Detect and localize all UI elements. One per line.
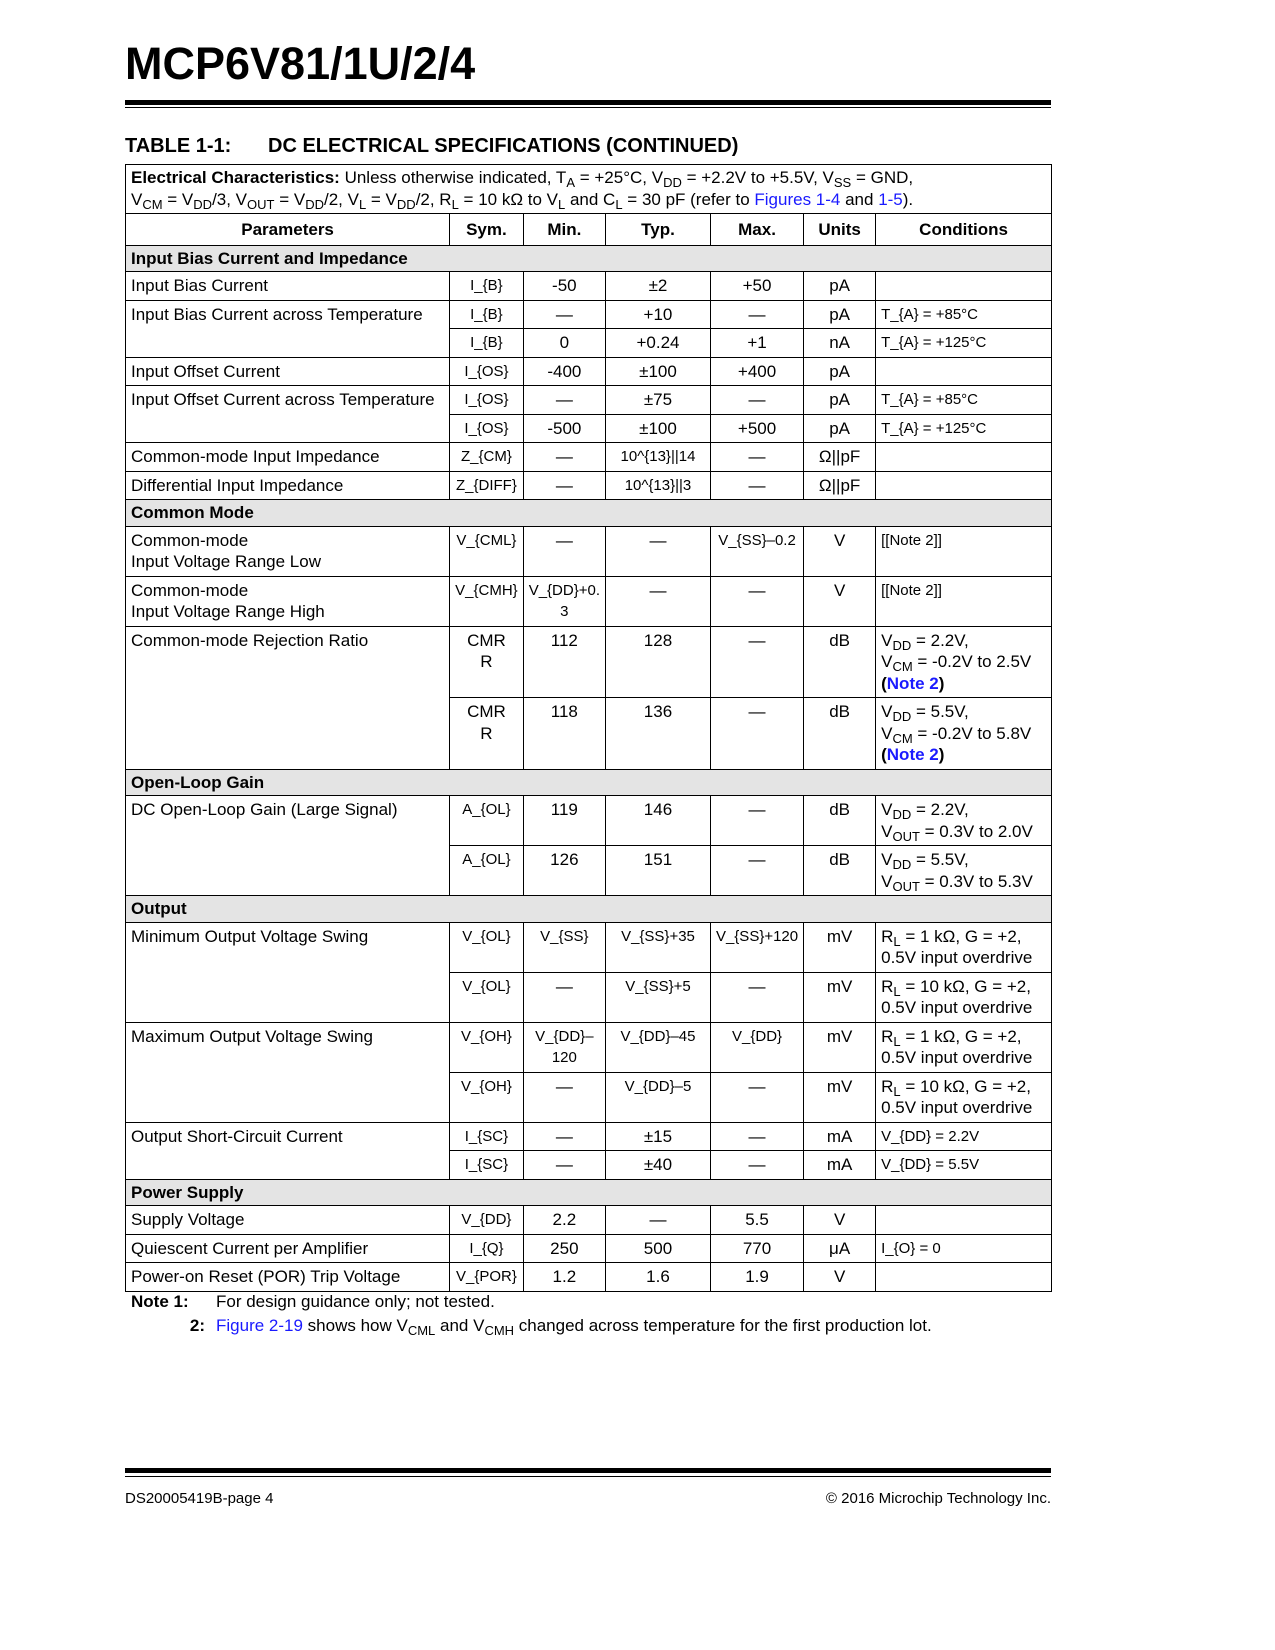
conditions-cell xyxy=(876,443,1052,472)
typ-cell: 136 xyxy=(606,698,711,770)
conditions-cell: T_{A} = +125°C xyxy=(876,414,1052,443)
typ-cell: ±75 xyxy=(606,386,711,415)
table-row xyxy=(126,1206,1052,1235)
typ-cell: ±15 xyxy=(606,1122,711,1151)
units-cell: pA xyxy=(804,386,876,415)
symbol-cell: I_{B} xyxy=(450,329,524,358)
conditions-cell: T_{A} = +85°C xyxy=(876,300,1052,329)
max-cell: +1 xyxy=(710,329,803,358)
table-row xyxy=(126,1234,1052,1263)
conditions-cell: I_{O} = 0 xyxy=(876,1234,1052,1263)
min-cell: -500 xyxy=(523,414,605,443)
min-cell: — xyxy=(523,1122,605,1151)
units-cell: mV xyxy=(804,1022,876,1072)
spec-table xyxy=(125,164,1052,1292)
column-header-max: Max. xyxy=(710,214,803,246)
section-title: Common Mode xyxy=(126,500,1052,527)
symbol-cell: A_{OL} xyxy=(450,796,524,846)
column-header-typ: Typ. xyxy=(606,214,711,246)
max-cell: V_{SS}–0.2 xyxy=(710,526,803,576)
typ-cell: ±2 xyxy=(606,272,711,301)
conditions-cell: $R_L = 10$ kΩ, G = +2, 0.5V input overdrive xyxy=(876,1072,1052,1122)
conditions-cell: $V_{DD} = 2.2V$, $V_{CM} = -0.2V$ to 2.5V (Note 2) xyxy=(876,626,1052,698)
typ-cell: 151 xyxy=(606,846,711,896)
symbol-cell: Z_{DIFF} xyxy=(450,471,524,500)
table-row xyxy=(126,796,1052,846)
conditions-cell: $R_L = 1$ kΩ, G = +2, 0.5V input overdrive xyxy=(876,922,1052,972)
typ-cell: ±100 xyxy=(606,357,711,386)
section-title: Output xyxy=(126,896,1052,923)
min-cell: V_{DD}– 120 xyxy=(523,1022,605,1072)
conditions-cell xyxy=(876,1206,1052,1235)
typ-cell: 500 xyxy=(606,1234,711,1263)
typ-cell: — xyxy=(606,1206,711,1235)
table-title: DC ELECTRICAL SPECIFICATIONS (CONTINUED) xyxy=(268,135,739,157)
conditions-cell: T_{A} = +85°C xyxy=(876,386,1052,415)
units-cell: nA xyxy=(804,329,876,358)
min-cell: -50 xyxy=(523,272,605,301)
min-cell: -400 xyxy=(523,357,605,386)
units-cell: mA xyxy=(804,1122,876,1151)
copyright: © 2016 Microchip Technology Inc. xyxy=(825,1490,1051,1507)
max-cell: 5.5 xyxy=(710,1206,803,1235)
max-cell: — xyxy=(710,443,803,472)
symbol-cell: I_{OS} xyxy=(450,414,524,443)
figure-link[interactable]: Figures 1-4 xyxy=(754,189,841,209)
table-row xyxy=(126,922,1052,972)
table-number: TABLE 1-1: xyxy=(125,135,232,157)
min-cell: — xyxy=(523,1072,605,1122)
symbol-cell: V_{OH} xyxy=(450,1072,524,1122)
units-cell: V xyxy=(804,1206,876,1235)
conditions-cell: $R_L = 10$ kΩ, G = +2, 0.5V input overdrive xyxy=(876,972,1052,1022)
units-cell: mA xyxy=(804,1151,876,1180)
units-cell: dB xyxy=(804,626,876,698)
units-cell: dB xyxy=(804,796,876,846)
conditions-cell: $V_{DD} = 2.2V$, $V_{OUT} = 0.3V$ to 2.0V xyxy=(876,796,1052,846)
symbol-cell: I_{B} xyxy=(450,272,524,301)
typ-cell: +0.24 xyxy=(606,329,711,358)
table-row xyxy=(126,526,1052,576)
min-cell: 0 xyxy=(523,329,605,358)
note-link[interactable]: Note 2 xyxy=(886,673,939,693)
symbol-cell: CMR R xyxy=(450,626,524,698)
footer-rule-thin xyxy=(125,1476,1051,1477)
symbol-cell: V_{OL} xyxy=(450,922,524,972)
parameter-cell: Quiescent Current per Amplifier xyxy=(126,1234,450,1263)
min-cell: — xyxy=(523,471,605,500)
typ-cell: — xyxy=(606,576,711,626)
parameter-cell: DC Open-Loop Gain (Large Signal) xyxy=(126,796,450,896)
symbol-cell: I_{OS} xyxy=(450,386,524,415)
parameter-cell: Common-mode Input Voltage Range Low xyxy=(126,526,450,576)
min-cell: — xyxy=(523,386,605,415)
units-cell: V xyxy=(804,1263,876,1292)
section-row xyxy=(126,245,1052,272)
parameter-cell: Common-mode Input Voltage Range High xyxy=(126,576,450,626)
min-cell: 118 xyxy=(523,698,605,770)
min-cell: — xyxy=(523,972,605,1022)
min-cell: — xyxy=(523,300,605,329)
table-row xyxy=(126,576,1052,626)
units-cell: mV xyxy=(804,1072,876,1122)
section-title: Power Supply xyxy=(126,1179,1052,1206)
section-row xyxy=(126,500,1052,527)
symbol-cell: V_{POR} xyxy=(450,1263,524,1292)
section-title: Input Bias Current and Impedance xyxy=(126,245,1052,272)
conditions-cell: V_{DD} = 5.5V xyxy=(876,1151,1052,1180)
header-rule xyxy=(125,100,1051,105)
footer-rule xyxy=(125,1468,1051,1473)
parameter-cell: Input Offset Current xyxy=(126,357,450,386)
min-cell: — xyxy=(523,1151,605,1180)
min-cell: 126 xyxy=(523,846,605,896)
max-cell: +50 xyxy=(710,272,803,301)
parameter-cell: Supply Voltage xyxy=(126,1206,450,1235)
max-cell: — xyxy=(710,1122,803,1151)
units-cell: pA xyxy=(804,272,876,301)
parameter-cell: Input Offset Current across Temperature xyxy=(126,386,450,443)
section-row xyxy=(126,1179,1052,1206)
symbol-cell: A_{OL} xyxy=(450,846,524,896)
typ-cell: 146 xyxy=(606,796,711,846)
max-cell: 770 xyxy=(710,1234,803,1263)
units-cell: V xyxy=(804,576,876,626)
min-cell: 2.2 xyxy=(523,1206,605,1235)
table-row xyxy=(126,626,1052,698)
notes xyxy=(131,1290,932,1338)
column-header-min: Min. xyxy=(523,214,605,246)
max-cell: +400 xyxy=(710,357,803,386)
max-cell: — xyxy=(710,698,803,770)
parameter-cell: Power-on Reset (POR) Trip Voltage xyxy=(126,1263,450,1292)
max-cell: +500 xyxy=(710,414,803,443)
header-rule-thin xyxy=(125,107,1051,108)
units-cell: pA xyxy=(804,414,876,443)
max-cell: — xyxy=(710,1151,803,1180)
table-row xyxy=(126,272,1052,301)
typ-cell: ±100 xyxy=(606,414,711,443)
max-cell: — xyxy=(710,846,803,896)
typ-cell: — xyxy=(606,526,711,576)
units-cell: pA xyxy=(804,300,876,329)
column-header-parameters: Parameters xyxy=(126,214,450,246)
symbol-cell: V_{OL} xyxy=(450,972,524,1022)
conditions-cell xyxy=(876,357,1052,386)
max-cell: — xyxy=(710,796,803,846)
page-title: MCP6V81/1U/2/4 xyxy=(125,38,476,89)
typ-cell: 1.6 xyxy=(606,1263,711,1292)
min-cell: 112 xyxy=(523,626,605,698)
min-cell: — xyxy=(523,443,605,472)
figure-link[interactable]: 1-5 xyxy=(878,189,903,209)
table-row xyxy=(126,300,1052,329)
typ-cell: V_{SS}+5 xyxy=(606,972,711,1022)
max-cell: 1.9 xyxy=(710,1263,803,1292)
typ-cell: 10^{13}||14 xyxy=(606,443,711,472)
parameter-cell: Input Bias Current across Temperature xyxy=(126,300,450,357)
typ-cell: 10^{13}||3 xyxy=(606,471,711,500)
section-title: Open-Loop Gain xyxy=(126,769,1052,796)
typ-cell: V_{SS}+35 xyxy=(606,922,711,972)
min-cell: 119 xyxy=(523,796,605,846)
figure-link[interactable]: Figure 2-19 xyxy=(216,1316,303,1335)
symbol-cell: V_{CMH} xyxy=(450,576,524,626)
section-row xyxy=(126,769,1052,796)
conditions-cell: $R_L = 1$ kΩ, G = +2, 0.5V input overdrive xyxy=(876,1022,1052,1072)
min-cell: V_{SS} xyxy=(523,922,605,972)
max-cell: — xyxy=(710,386,803,415)
parameter-cell: Maximum Output Voltage Swing xyxy=(126,1022,450,1122)
conditions-cell xyxy=(876,1263,1052,1292)
units-cell: mV xyxy=(804,922,876,972)
note-1-text: For design guidance only; not tested. xyxy=(216,1292,495,1311)
symbol-cell: I_{OS} xyxy=(450,357,524,386)
units-cell: dB xyxy=(804,846,876,896)
section-row xyxy=(126,896,1052,923)
note-link[interactable]: Note 2 xyxy=(886,745,939,764)
units-cell: Ω||pF xyxy=(804,443,876,472)
units-cell: μA xyxy=(804,1234,876,1263)
symbol-cell: I_{Q} xyxy=(450,1234,524,1263)
units-cell: dB xyxy=(804,698,876,770)
symbol-cell: V_{DD} xyxy=(450,1206,524,1235)
parameter-cell: Minimum Output Voltage Swing xyxy=(126,922,450,1022)
symbol-cell: V_{OH} xyxy=(450,1022,524,1072)
conditions-cell: V_{DD} = 2.2V xyxy=(876,1122,1052,1151)
column-header-symbol: Sym. xyxy=(450,214,524,246)
table-row xyxy=(126,443,1052,472)
table-row xyxy=(126,1022,1052,1072)
table-row xyxy=(126,386,1052,415)
table-caption xyxy=(125,135,738,158)
column-header-units: Units xyxy=(804,214,876,246)
max-cell: — xyxy=(710,1072,803,1122)
parameter-cell: Common-mode Input Impedance xyxy=(126,443,450,472)
symbol-cell: V_{CML} xyxy=(450,526,524,576)
parameter-cell: Differential Input Impedance xyxy=(126,471,450,500)
note-2-label: 2: xyxy=(189,1316,205,1335)
typ-cell: +10 xyxy=(606,300,711,329)
symbol-cell: I_{SC} xyxy=(450,1151,524,1180)
units-cell: V xyxy=(804,526,876,576)
max-cell: — xyxy=(710,626,803,698)
min-cell: 1.2 xyxy=(523,1263,605,1292)
max-cell: — xyxy=(710,300,803,329)
table-row xyxy=(126,357,1052,386)
conditions-cell: [[Note 2]] xyxy=(876,576,1052,626)
conditions-cell xyxy=(876,471,1052,500)
symbol-cell: CMR R xyxy=(450,698,524,770)
parameter-cell: Input Bias Current xyxy=(126,272,450,301)
max-cell: — xyxy=(710,972,803,1022)
column-header-conditions: Conditions xyxy=(876,214,1052,246)
conditions-cell: T_{A} = +125°C xyxy=(876,329,1052,358)
conditions-cell: $V_{DD} = 5.5V$, $V_{OUT} = 0.3V$ to 5.3V xyxy=(876,846,1052,896)
table-row xyxy=(126,1263,1052,1292)
conditions-row xyxy=(126,165,1052,214)
typ-cell: ±40 xyxy=(606,1151,711,1180)
conditions-cell: [[Note 2]] xyxy=(876,526,1052,576)
units-cell: Ω||pF xyxy=(804,471,876,500)
max-cell: V_{SS}+120 xyxy=(710,922,803,972)
max-cell: — xyxy=(710,471,803,500)
typ-cell: 128 xyxy=(606,626,711,698)
min-cell: 250 xyxy=(523,1234,605,1263)
min-cell: — xyxy=(523,526,605,576)
units-cell: mV xyxy=(804,972,876,1022)
note-1-label: Note 1: xyxy=(131,1292,189,1311)
doc-id: DS20005419B-page 4 xyxy=(125,1490,274,1507)
units-cell: pA xyxy=(804,357,876,386)
typ-cell: V_{DD}–45 xyxy=(606,1022,711,1072)
symbol-cell: I_{B} xyxy=(450,300,524,329)
conditions-cell xyxy=(876,272,1052,301)
parameter-cell: Output Short-Circuit Current xyxy=(126,1122,450,1179)
table-row xyxy=(126,471,1052,500)
conditions-cell: $V_{DD} = 5.5V$, $V_{CM} = -0.2V$ to 5.8V (Note 2) xyxy=(876,698,1052,770)
table-row xyxy=(126,1122,1052,1151)
column-header-row xyxy=(126,214,1052,246)
parameter-cell: Common-mode Rejection Ratio xyxy=(126,626,450,769)
electrical-characteristics: Electrical Characteristics: Unless otherwise indicated, $T_A = +25^\circ C$, $V_{DD} = +2.2V$ to +5.5V, $V_{SS}$ = GND, $V_{CM} = V_{DD}/3$, $V_{OUT} = V_{DD}/2$, $V_L = V_{DD}/2$, $R_L = 10$ kΩ to $V_L$ and $C_L = 30$ pF (refer to Figures 1-4 and 1-5). xyxy=(126,165,1052,214)
max-cell: V_{DD} xyxy=(710,1022,803,1072)
symbol-cell: Z_{CM} xyxy=(450,443,524,472)
note-2-text: Figure 2-19 shows how $V_{CML}$ and $V_{CMH}$ changed across temperature for the first production lot. xyxy=(216,1316,932,1338)
symbol-cell: I_{SC} xyxy=(450,1122,524,1151)
typ-cell: V_{DD}–5 xyxy=(606,1072,711,1122)
min-cell: V_{DD}+0. 3 xyxy=(523,576,605,626)
max-cell: — xyxy=(710,576,803,626)
